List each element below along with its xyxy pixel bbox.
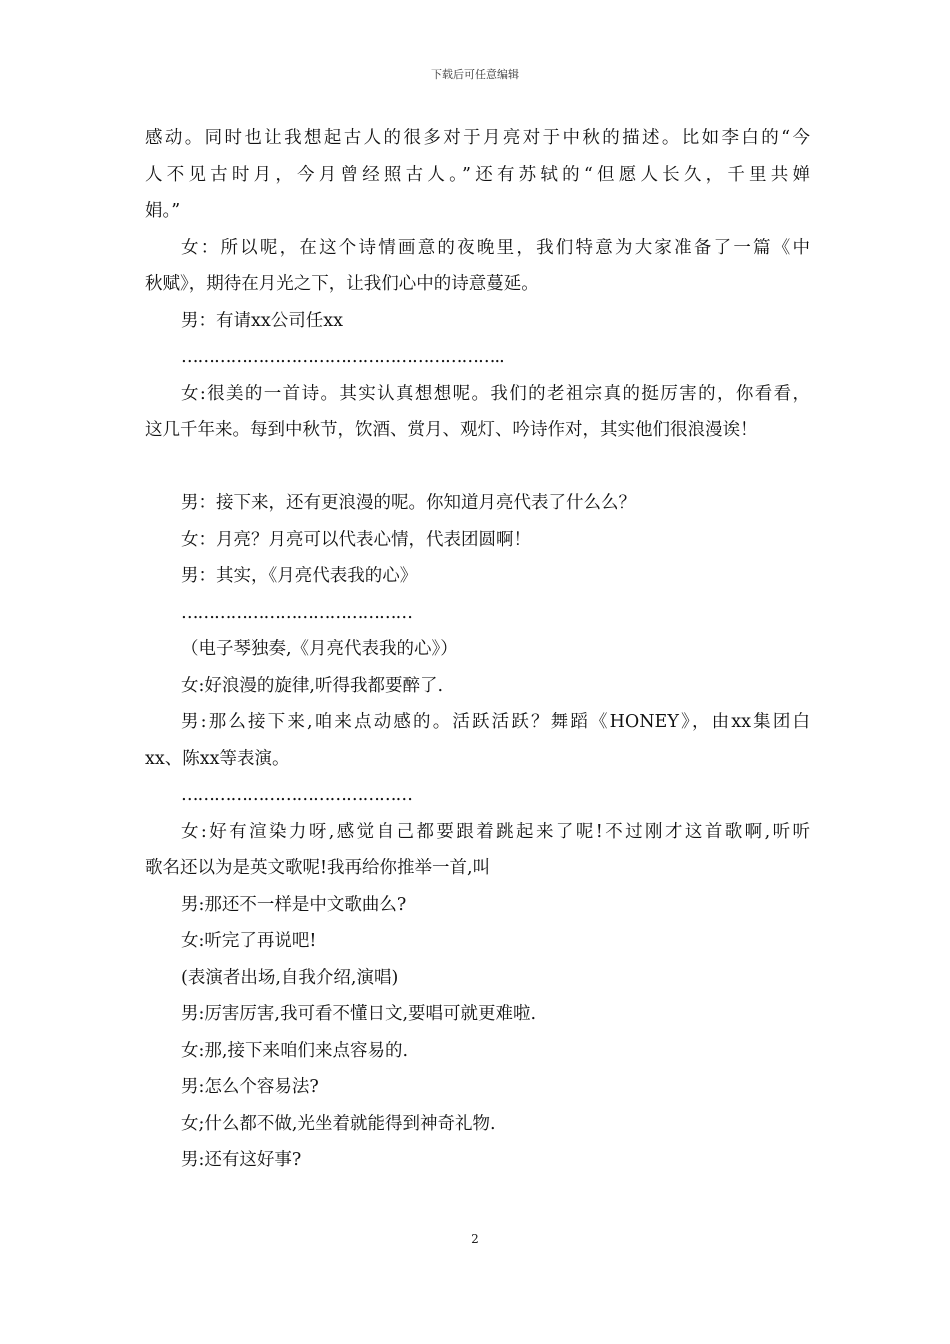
document-body <box>145 120 810 1179</box>
paragraph-line: 秋赋》，期待在月光之下，让我们心中的诗意蔓延。 <box>145 274 539 294</box>
paragraph-line: 女:好浪漫的旋律,听得我都要醉了. <box>181 675 444 696</box>
page-header: 下载后可任意编辑 <box>431 68 519 81</box>
paragraph-line: 这几千年来。每到中秋节，饮酒、赏月、观灯、吟诗作对，其实他们很浪漫诶！ <box>145 420 758 440</box>
paragraph-line: 男:那么接下来,咱来点动感的。活跃活跃？舞蹈《HONEY》，由xx集团白 <box>181 712 810 732</box>
paragraph-line: 男:怎么个容易法? <box>181 1077 319 1097</box>
blank-line <box>145 449 810 486</box>
paragraph-line: （电子琴独奏,《月亮代表我的心》） <box>181 639 458 659</box>
paragraph-line: 男:还有这好事? <box>181 1150 302 1170</box>
paragraph-line: 女：月亮？月亮可以代表心情，代表团圆啊！ <box>181 529 531 550</box>
paragraph-line: 感动。同时也让我想起古人的很多对于月亮对于中秋的描述。比如李白的“今 <box>145 128 810 148</box>
page-number: 2 <box>471 1232 479 1246</box>
paragraph-line: 男：接下来，还有更浪漫的呢。你知道月亮代表了什么么？ <box>181 493 636 513</box>
paragraph-line: (表演者出场,自我介绍,演唱) <box>181 967 399 988</box>
paragraph-line: 男：其实，《月亮代表我的心》 <box>181 566 418 586</box>
ellipsis-separator: …………………………………… <box>181 602 412 623</box>
paragraph-line: xx、陈xx等表演。 <box>145 748 290 769</box>
paragraph-line: 女:很美的一首诗。其实认真想想呢。我们的老祖宗真的挺厉害的，你看看， <box>181 383 810 404</box>
paragraph-line: 女:听完了再说吧! <box>181 931 317 951</box>
paragraph-line: 男:厉害厉害,我可看不懂日文,要唱可就更难啦. <box>181 1004 537 1024</box>
ellipsis-separator: …………………………………… <box>181 785 412 805</box>
paragraph-line: 男：有请xx公司任xx <box>181 310 343 331</box>
paragraph-line: 女;什么都不做,光坐着就能得到神奇礼物. <box>181 1113 496 1134</box>
paragraph-line: 女:好有渲染力呀,感觉自己都要跟着跳起来了呢!不过刚才这首歌啊,听听 <box>181 821 810 842</box>
paragraph-line: 女：所以呢，在这个诗情画意的夜晚里，我们特意为大家准备了一篇《中 <box>181 237 810 258</box>
paragraph-line: 人不见古时月，今月曾经照古人。”还有苏轼的“但愿人长久，千里共婵 <box>145 164 810 185</box>
paragraph-line: 歌名还以为是英文歌呢!我再给你推举一首,叫 <box>145 858 491 878</box>
paragraph-line: 女:那,接下来咱们来点容易的. <box>181 1040 409 1061</box>
paragraph-line: 娟。” <box>145 201 181 221</box>
paragraph-line: 男:那还不一样是中文歌曲么? <box>181 894 407 915</box>
ellipsis-separator: ………………………………………………….. <box>181 347 504 367</box>
